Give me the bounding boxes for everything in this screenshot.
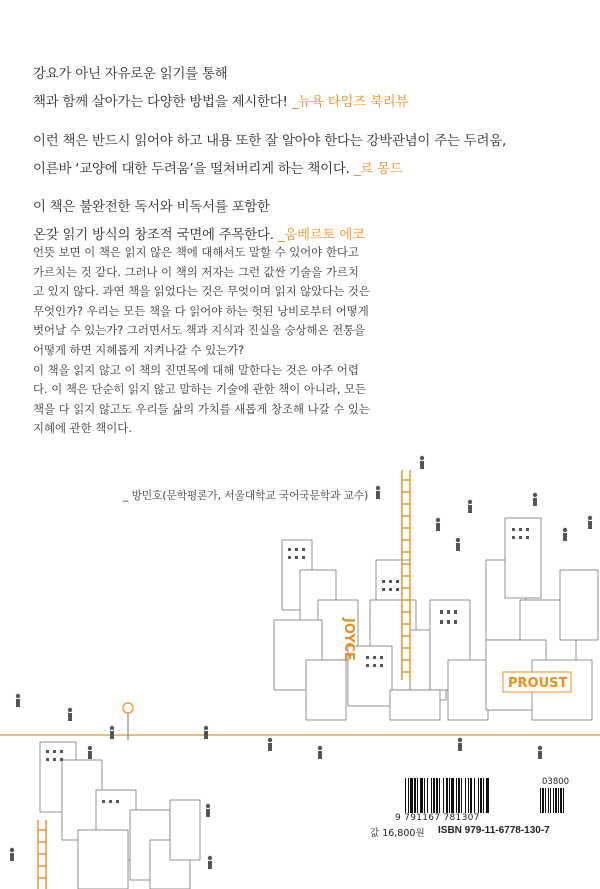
addon-bar xyxy=(558,788,559,813)
body-line: 이 책을 읽지 않고 이 책의 진면목에 대해 말한다는 것은 아주 어렵 xyxy=(33,362,359,377)
body-line: 언뜻 보면 이 책은 읽지 않은 책에 대해서도 말할 수 있어야 한다고 xyxy=(33,245,359,259)
barcode-bar xyxy=(483,778,484,813)
quote-line: 이 책은 불완전한 독서와 비독서를 포함한 xyxy=(33,200,270,215)
barcode-bar xyxy=(458,778,460,813)
addon-bar xyxy=(540,788,541,813)
addon-bar xyxy=(553,788,554,813)
barcode-bar xyxy=(427,778,428,813)
barcode-bar xyxy=(461,778,462,813)
body-line: 지혜에 관한 책이다. xyxy=(33,421,132,436)
isbn-label: ISBN 979-11-6778-130-7 xyxy=(438,825,550,836)
barcode-addon-number: 03800 xyxy=(542,777,570,787)
barcode-bar xyxy=(405,778,406,813)
barcode-bar xyxy=(465,778,466,813)
barcode-bar xyxy=(433,778,435,813)
quote-source: _뉴욕 타임즈 북리뷰 xyxy=(291,95,409,110)
joyce-label: JOYCE xyxy=(341,618,356,661)
barcode-bar xyxy=(451,778,454,813)
quote-line: 이런 책은 반드시 읽어야 하고 내용 또한 잘 알아야 한다는 강박관념이 주는 두려움, xyxy=(33,134,506,149)
addon-bar xyxy=(548,788,549,813)
quote-line: 강요가 아닌 자유로운 읽기를 통해 xyxy=(33,67,228,82)
addon-bar xyxy=(563,788,564,813)
barcode-bar xyxy=(410,778,413,813)
body-line: 어떻게 하면 지혜롭게 지켜나갈 수 있는가? xyxy=(33,342,245,357)
barcode-bar xyxy=(480,778,482,813)
quote-line: 온갖 읽기 방식의 창조적 국면에 주목한다. xyxy=(33,228,274,243)
barcode-bar xyxy=(414,778,416,813)
left-city-cluster xyxy=(40,742,200,889)
barcode-bar xyxy=(408,778,409,813)
barcode-bar xyxy=(478,778,479,813)
body-line: 벗어날 수 있는가? 그러면서도 책과 지식과 진실을 숭상해온 전통을 xyxy=(33,323,366,338)
addon-bar xyxy=(542,788,544,813)
addon-bar xyxy=(550,788,551,813)
barcode-bar xyxy=(439,778,440,813)
joyce-book-spine xyxy=(341,617,356,661)
ladder-left xyxy=(38,820,46,889)
addon-bar xyxy=(545,788,546,813)
body-line: 무엇인가? 우리는 모든 책을 다 읽어야 하는 헛된 낭비로부터 어떻게 xyxy=(33,303,369,318)
quote-source: _르 몽드 xyxy=(353,162,403,177)
barcode-bar xyxy=(449,778,450,813)
isbn-barcode xyxy=(405,778,564,813)
barcode-bar xyxy=(446,778,448,813)
barcode-bar xyxy=(436,778,438,813)
body-line: 고 있지 않다. 과연 책을 읽었다는 것은 무엇이며 읽지 않았다는 것은 xyxy=(33,284,370,299)
quote-line: 이른바 ‘교양에 대한 두려움’을 떨쳐버리게 하는 책이다. xyxy=(33,162,350,177)
proust-book-spine xyxy=(503,672,571,692)
barcode-bar xyxy=(443,778,444,813)
addon-bar xyxy=(560,788,562,813)
barcode-bar xyxy=(420,778,423,813)
quote-line: 책과 함께 살아가는 다양한 방법을 제시한다! xyxy=(33,95,288,110)
body-line: 책을 다 읽지 않고도 우리들 삶의 가치를 새롭게 창조해 나갈 수 있는 xyxy=(33,401,370,416)
barcode-bar xyxy=(470,778,472,813)
barcode-bar xyxy=(456,778,457,813)
reviewer-credit: _ 방민호(문학평론가, 서울대학교 국어국문학과 교수) xyxy=(123,490,369,502)
barcode-bar xyxy=(486,778,489,813)
barcode-bar xyxy=(468,778,469,813)
barcode-bar xyxy=(424,778,425,813)
barcode-digits: 9 791167 781307 xyxy=(395,813,480,823)
barcode-bar xyxy=(431,778,432,813)
body-line: 다. 이 책은 단순히 읽지 않고 말하는 기술에 관한 책이 아니라, 모든 xyxy=(33,382,367,397)
barcode-bar xyxy=(417,778,418,813)
body-line: 가르치는 것 같다. 그러나 이 책의 저자는 그런 값싼 기술을 가르치 xyxy=(33,264,359,279)
addon-bar xyxy=(555,788,557,813)
quote-source: _움베르토 에코 xyxy=(277,228,365,243)
price-label: 값 16,800원 xyxy=(370,828,425,839)
barcode-bar xyxy=(474,778,475,813)
proust-label: PROUST xyxy=(508,676,568,691)
